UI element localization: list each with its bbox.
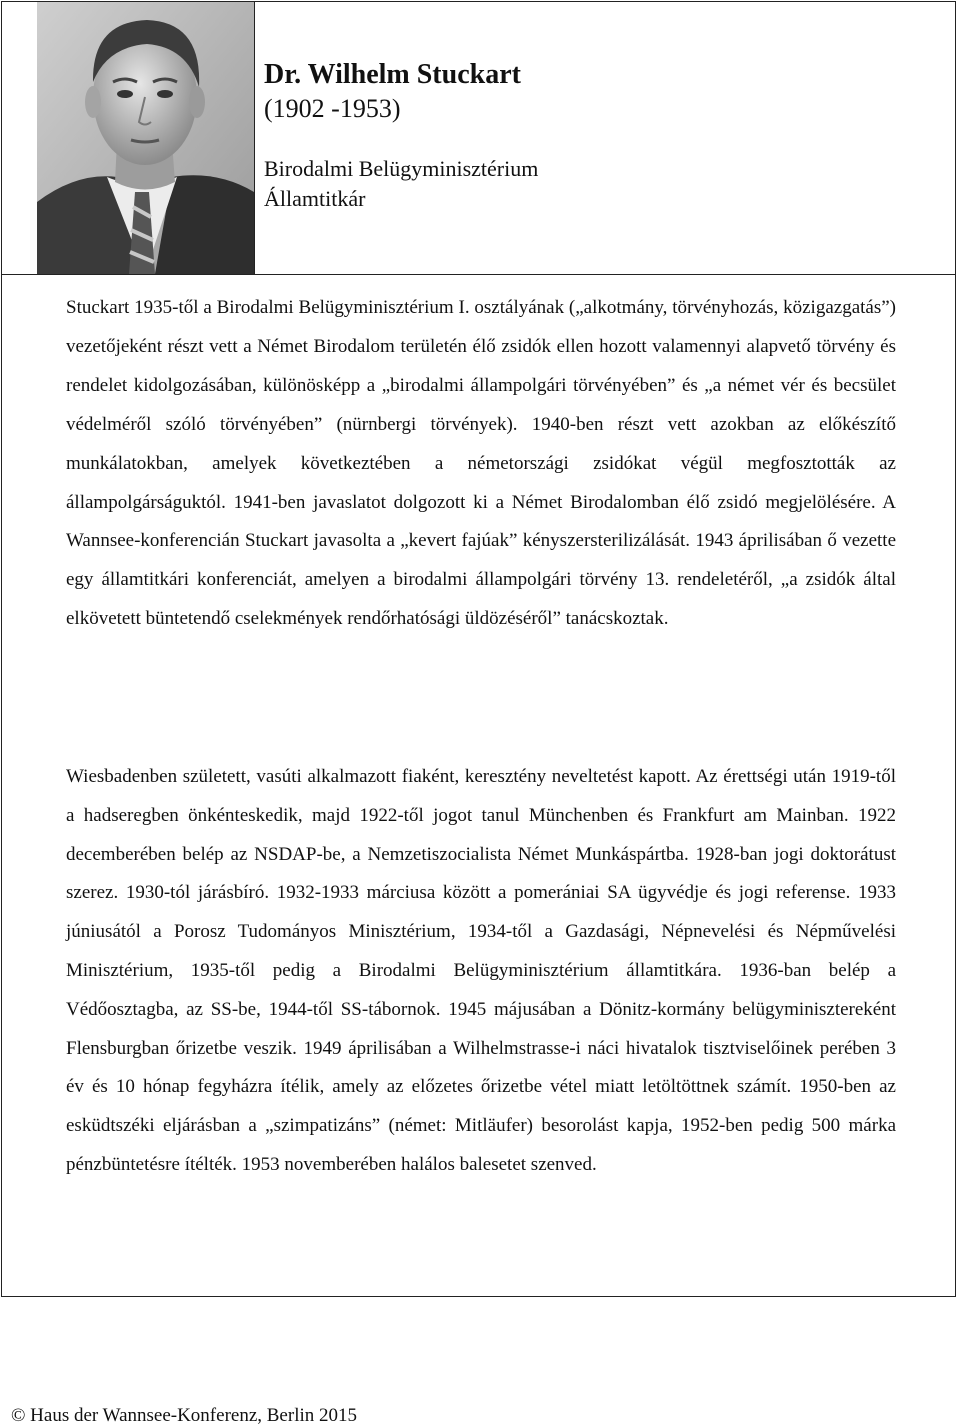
document-frame <box>1 1 956 1297</box>
position-title: Államtitkár <box>264 186 366 211</box>
bio-paragraph-life: Wiesbadenben született, vasúti alkalmazott fiaként, keresztény neveltetést kapott. Az érettségi után 1919-től a hadseregben önkénteskedik, majd 1922-től jogot tanul Münchenben és Frankfurt am Mainban. 1922 decemberében belép az NSDAP-be, a Nemzetiszocialista Német Munkáspártba. 1928-ban jogi doktorátust szerez. 1930-tól járásbíró. 1932-1933 márciusa között a pomerániai SA ügyvédje és jogi referense. 1933 júniusától a Porosz Tudományos Minisztérium, 1934-től a Gazdasági, Népnevelési és Népművelési Minisztérium, 1935-től pedig a Birodalmi Belügyminisztérium államtitkára. 1936-ban belép a Védőosztagba, az SS-be, 1944-től SS-tábornok. 1945 májusában a Dönitz-kormány belügyminisztereként Flensburgban őrizetbe veszik. 1949 áprilisában a Wilhelmstrasse-i náci hivatalok tisztviselőinek perében 3 év és 10 hónap fegyházra ítélik, amely az előzetes őrizetbe vétel miatt letöltöttnek számít. 1950-ben az esküdtszéki eljárásban a „szimpatizáns” (német: Mitläufer) besorolást kapja, 1952-ben pedig 500 márka pénzbüntetésre ítélték. 1953 novemberében halálos balesetet szenved. <box>66 766 896 1175</box>
footer-copyright: © Haus der Wannsee-Konferenz, Berlin 2015 <box>11 1405 357 1426</box>
portrait-photo <box>37 2 255 274</box>
bio-paragraph-role: Stuckart 1935-től a Birodalmi Belügyminisztérium I. osztályának („alkotmány, törvényhozás, közigazgatás”) vezetőjeként részt vett a Német Birodalom területén élő zsidók ellen hozott valamennyi alapvető törvény és rendelet kidolgozásában, különösképp a „birodalmi állampolgári törvényében” és „a német vér és becsület védelméről szóló törvényében” (nürnbergi törvények). 1940-ben részt vett azokban az előkészítő munkálatokban, amelyek következtében a németországi zsidókat végül megfosztották az állampolgárságuktól. 1941-ben javaslatot dolgozott ki a Német Birodalomban élő zsidó megjelölésére. A Wannsee-konferencián Stuckart javasolta a „kevert fajúak” kényszersterilizálását. 1943 áprilisában ő vezette egy államtitkári konferenciát, amelyen a birodalmi állampolgári törvény 13. rendeletéről, „a zsidók által elkövetett büntetendő cselekmények rendőrhatósági üldözéséről” tanácskoztak. <box>66 297 896 630</box>
life-years: (1902 -1953) <box>264 94 401 123</box>
person-name: Dr. Wilhelm Stuckart <box>264 59 521 90</box>
header-text <box>264 58 538 214</box>
header-row <box>2 2 955 275</box>
ministry-title: Birodalmi Belügyminisztérium <box>264 156 539 181</box>
